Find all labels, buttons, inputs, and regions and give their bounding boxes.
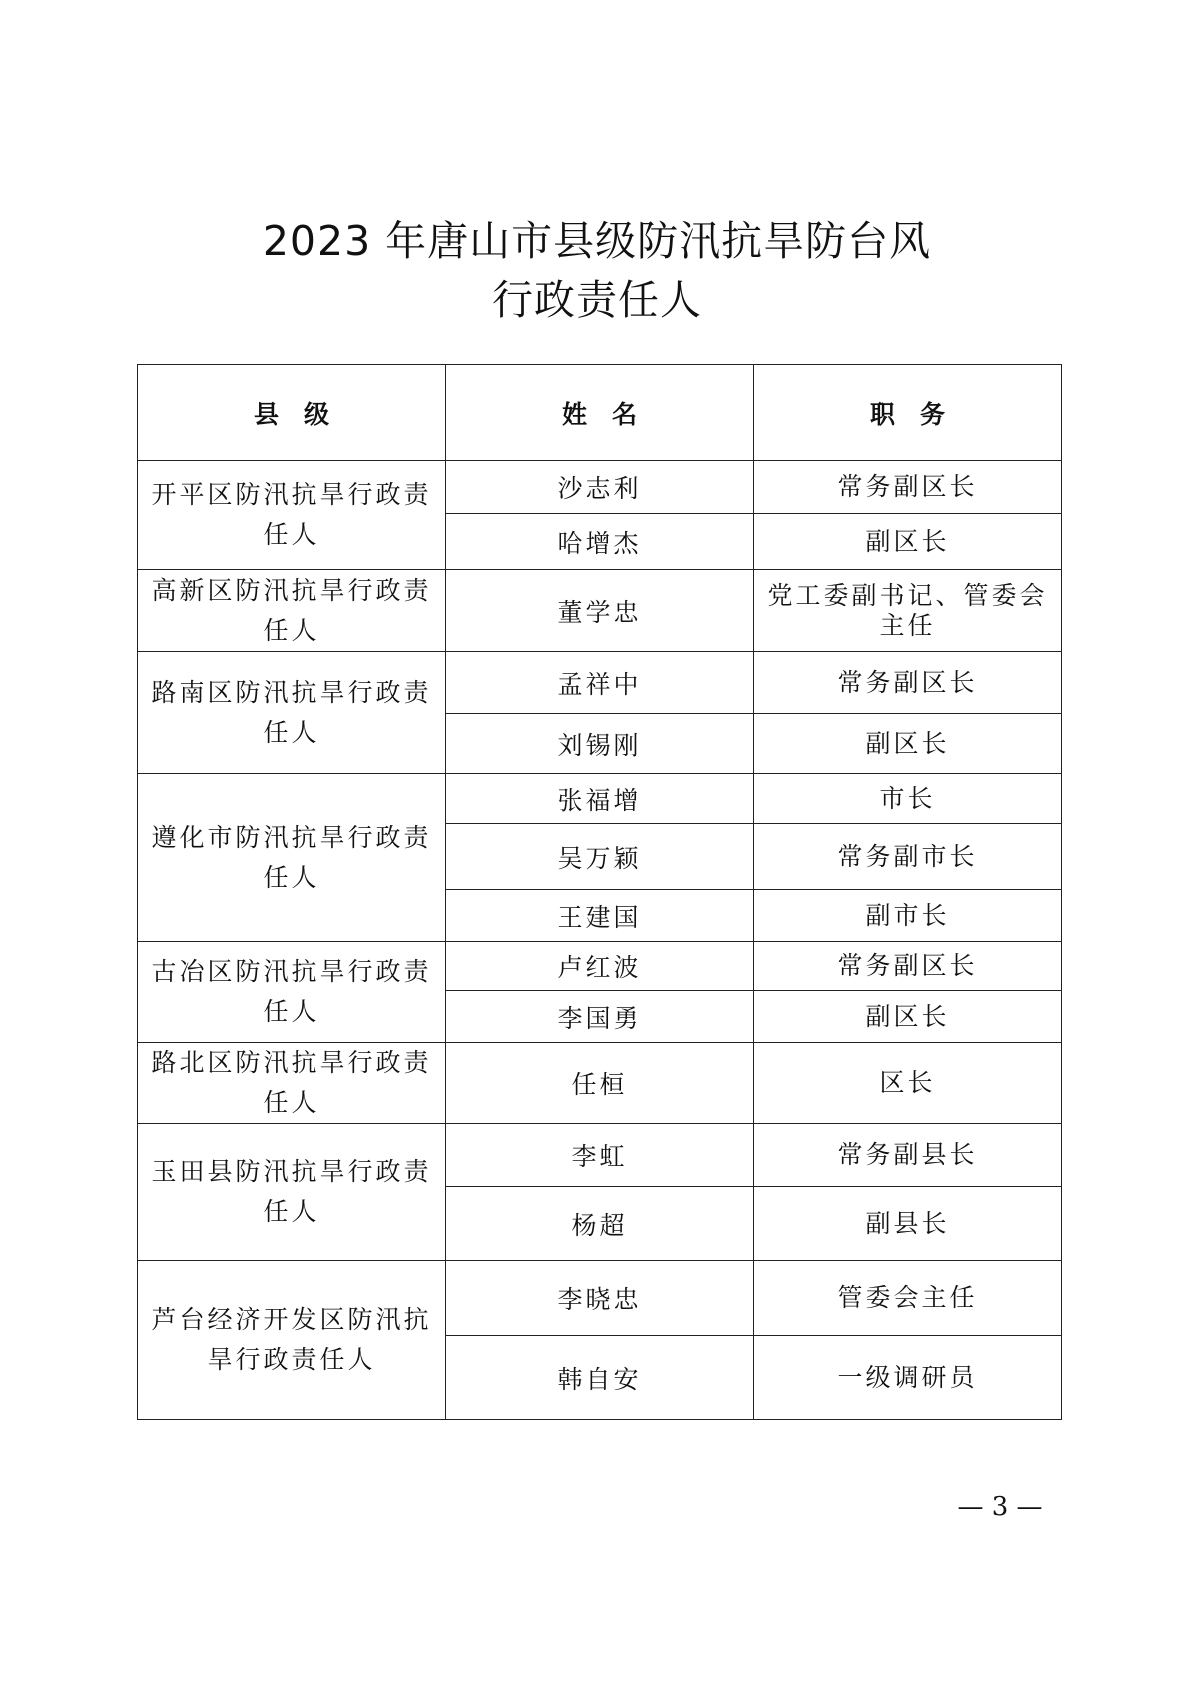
name-cell: 刘锡刚	[446, 714, 754, 774]
position-cell: 副县长	[754, 1187, 1062, 1261]
position-cell: 副区长	[754, 514, 1062, 570]
name-cell: 李虹	[446, 1124, 754, 1187]
position-cell: 一级调研员	[754, 1336, 1062, 1420]
position-cell: 区长	[754, 1043, 1062, 1124]
table-row	[138, 1043, 1062, 1124]
name-cell: 董学忠	[446, 570, 754, 652]
position-cell: 党工委副书记、管委会主任	[754, 570, 1062, 652]
county-cell: 高新区防汛抗旱行政责任人	[138, 570, 446, 652]
name-cell: 任桓	[446, 1043, 754, 1124]
position-cell: 副市长	[754, 890, 1062, 942]
position-cell: 常务副市长	[754, 824, 1062, 890]
county-cell: 开平区防汛抗旱行政责任人	[138, 461, 446, 570]
table-row	[138, 774, 1062, 824]
header-name: 姓 名	[446, 365, 754, 461]
header-county: 县 级	[138, 365, 446, 461]
county-cell: 古冶区防汛抗旱行政责任人	[138, 942, 446, 1043]
position-cell: 管委会主任	[754, 1261, 1062, 1336]
document-title-line-1: 2023 年唐山市县级防汛抗旱防台风	[262, 217, 932, 265]
name-cell: 杨超	[446, 1187, 754, 1261]
county-cell: 遵化市防汛抗旱行政责任人	[138, 774, 446, 942]
name-cell: 吴万颖	[446, 824, 754, 890]
table-row	[138, 1261, 1062, 1336]
county-cell: 路北区防汛抗旱行政责任人	[138, 1043, 446, 1124]
table-row	[138, 942, 1062, 991]
name-cell: 李国勇	[446, 991, 754, 1043]
position-cell: 常务副区长	[754, 461, 1062, 514]
responsibility-table	[137, 364, 1062, 1420]
name-cell: 哈增杰	[446, 514, 754, 570]
table-row	[138, 1124, 1062, 1187]
position-cell: 副区长	[754, 714, 1062, 774]
position-cell: 副区长	[754, 991, 1062, 1043]
county-cell: 玉田县防汛抗旱行政责任人	[138, 1124, 446, 1261]
table-row	[138, 461, 1062, 514]
table-row	[138, 652, 1062, 714]
county-cell: 路南区防汛抗旱行政责任人	[138, 652, 446, 774]
name-cell: 卢红波	[446, 942, 754, 991]
county-cell: 芦台经济开发区防汛抗旱行政责任人	[138, 1261, 446, 1420]
name-cell: 李晓忠	[446, 1261, 754, 1336]
position-cell: 市长	[754, 774, 1062, 824]
header-position: 职 务	[754, 365, 1062, 461]
page-number: — 3 —	[957, 1492, 1043, 1522]
table-row	[138, 570, 1062, 652]
table-header-row	[138, 365, 1062, 461]
name-cell: 韩自安	[446, 1336, 754, 1420]
name-cell: 沙志利	[446, 461, 754, 514]
name-cell: 张福增	[446, 774, 754, 824]
document-title-line-2: 行政责任人	[492, 276, 702, 324]
position-cell: 常务副区长	[754, 652, 1062, 714]
position-cell: 常务副区长	[754, 942, 1062, 991]
name-cell: 王建国	[446, 890, 754, 942]
position-cell: 常务副县长	[754, 1124, 1062, 1187]
name-cell: 孟祥中	[446, 652, 754, 714]
